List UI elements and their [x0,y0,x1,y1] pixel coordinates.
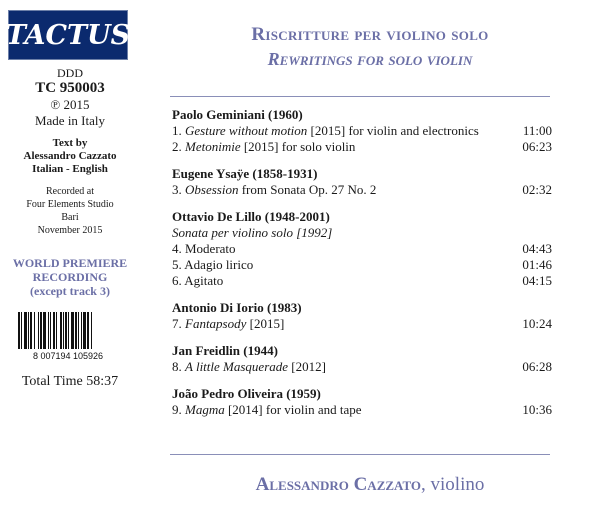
composer-group [172,165,552,198]
composer-name: Antonio Di Iorio (1983) [172,300,302,315]
track-number: 3. [172,182,182,197]
work-details: Agitato [184,273,224,288]
composer-group [172,208,552,289]
barcode-bar [78,312,79,349]
composer-name: Paolo Geminiani (1960) [172,107,303,122]
premiere-line: (except track 3) [30,284,110,298]
track-title [172,182,376,198]
barcode-bar [30,312,32,349]
barcode-bar [40,312,42,349]
work-details: [2012] [288,359,326,374]
made-in: Made in Italy [34,113,106,128]
barcode-bar [48,312,49,349]
barcode-bar [43,312,46,349]
barcode-bar [63,312,64,349]
recording-info [0,185,140,237]
composer-group [172,385,552,418]
work-title: Metonimie [185,139,241,154]
barcode-bars [18,312,92,349]
track-number: 1. [172,123,182,138]
track-title [172,123,479,139]
work-details: [2015] for solo violin [240,139,356,154]
barcode-bar [21,312,22,349]
copyright-year: ℗ 2015 [50,97,90,112]
track-number: 5. [172,257,182,272]
work-title: Fantapsody [185,316,247,331]
total-time: Total Time 58:37 [21,374,119,389]
work-subtitle: Sonata per violino solo [1992] [172,225,333,240]
premiere-line: RECORDING [32,270,108,284]
track-duration: 04:43 [522,241,552,256]
barcode-bar [53,312,55,349]
work-details: [2015] for violin and electronics [307,123,479,138]
track-duration: 01:46 [522,257,552,272]
work-title: Gesture without motion [185,123,308,138]
track-title [172,139,355,155]
barcode-bar [38,312,39,349]
track-row [172,123,552,139]
track-number: 2. [172,139,182,154]
catalog-number: TC 950003 [35,80,105,96]
track-duration: 06:28 [522,359,552,374]
work-details: Adagio lirico [184,257,254,272]
divider-top [170,96,550,97]
composer-group [172,106,552,155]
barcode-bar [68,312,69,349]
work-details: from Sonata Op. 27 No. 2 [238,182,377,197]
performer [180,474,560,496]
label-panel [0,0,140,510]
composer-name: João Pedro Oliveira (1959) [172,386,321,401]
track-row [172,257,552,273]
track-row [172,241,552,257]
work-details: [2015] [246,316,285,331]
premiere-note [0,256,140,298]
track-row [172,316,552,332]
composer-name: Jan Freidlin (1944) [172,343,278,358]
barcode-bar [65,312,67,349]
track-duration: 11:00 [522,123,552,138]
track-number: 9. [172,402,182,417]
track-title [172,257,253,273]
album-title-italian: Riscritture per violino solo [251,24,489,45]
track-duration: 10:24 [522,316,552,331]
barcode [14,312,122,360]
composer-name: Ottavio De Lillo (1948-2001) [172,209,330,224]
barcode-bar [60,312,62,349]
track-number: 7. [172,316,182,331]
composer-name: Eugene Ysaÿe (1858-1931) [172,166,318,181]
barcode-bar [56,312,57,349]
work-details: [2014] for violin and tape [224,402,362,417]
track-duration: 10:36 [522,402,552,417]
work-title: A little Masquerade [185,359,289,374]
performer-instrument: , violino [421,474,485,495]
composer-group [172,342,552,375]
track-row [172,402,552,418]
premiere-line: WORLD PREMIERE [12,256,128,270]
text-credits [0,137,140,176]
track-title [172,273,223,289]
barcode-bar [75,312,77,349]
barcode-bar [50,312,51,349]
track-row [172,182,552,198]
composer-group [172,299,552,332]
work-details: Moderato [185,241,236,256]
track-row [172,359,552,375]
album-title-english: Rewritings for solo violin [267,49,473,69]
work-title: Magma [185,402,225,417]
barcode-bar [81,312,82,349]
barcode-bar [71,312,74,349]
barcode-bar [83,312,86,349]
track-title [172,402,362,418]
barcode-number: 8 007194 105926 [32,351,104,360]
track-number: 4. [172,241,182,256]
recording-line: Recorded at [45,186,95,197]
track-duration: 02:32 [522,182,552,197]
text-credit-line: Text by [52,137,88,149]
track-duration: 06:23 [522,139,552,154]
track-title [172,316,284,332]
track-number: 8. [172,359,182,374]
barcode-bar [91,312,92,349]
recording-line: November 2015 [37,225,103,236]
track-number: 6. [172,273,182,288]
track-row [172,139,552,155]
barcode-bar [87,312,89,349]
barcode-bar [28,312,29,349]
barcode-bar [24,312,27,349]
track-title [172,359,326,375]
track-title [172,241,236,257]
track-row [172,273,552,289]
divider-bottom [170,454,550,455]
performer-name: Alessandro Cazzato [255,474,422,495]
tactus-logo: TACTUS [8,10,128,60]
barcode-bar [34,312,35,349]
text-credit-line: Italian - English [32,163,108,175]
tracklist [172,106,552,428]
recording-line: Bari [61,212,79,223]
barcode-bar [18,312,20,349]
recording-line: Four Elements Studio [26,199,114,210]
ddd-mark: DDD [57,66,83,80]
track-duration: 04:15 [522,273,552,288]
work-title: Obsession [185,182,239,197]
text-credit-line: Alessandro Cazzato [23,150,117,162]
